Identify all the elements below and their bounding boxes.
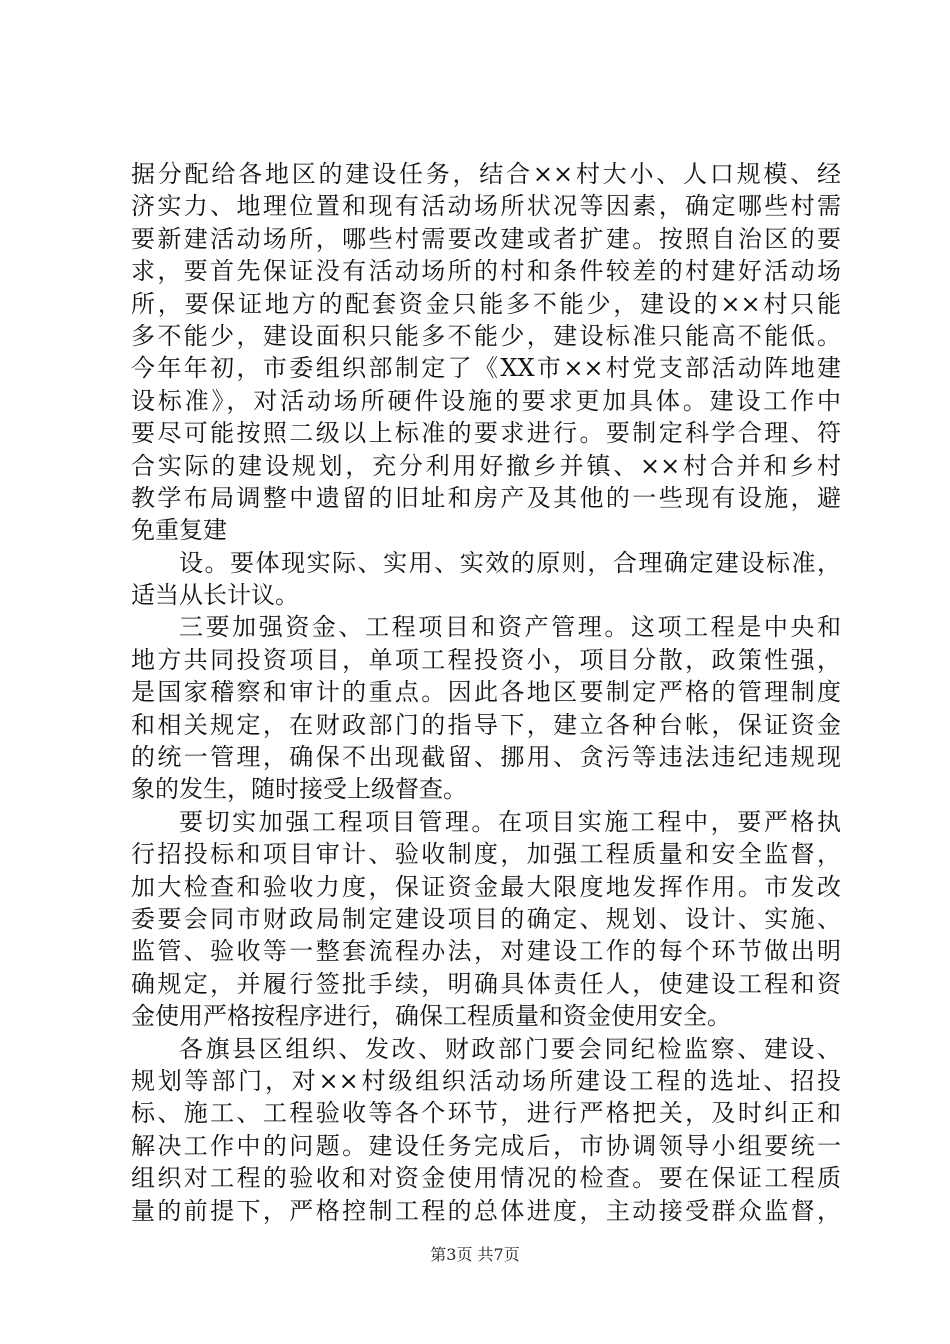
text-line: 求，要首先保证没有活动场所的村和条件较差的村建好活动场	[131, 257, 841, 286]
text-line: 监管、验收等一整套流程办法，对建设工作的每个环节做出明	[131, 937, 841, 966]
text-line: 规划等部门，对××村级组织活动场所建设工程的选址、招投	[131, 1066, 841, 1095]
text-line: 行招投标和项目审计、验收制度，加强工程质量和安全监督，	[131, 840, 841, 869]
text-line: 免重复建	[131, 516, 227, 545]
text-line: 和相关规定，在财政部门的指导下，建立各种台帐，保证资金	[131, 710, 841, 739]
text-line: 要切实加强工程项目管理。在项目实施工程中，要严格执	[179, 807, 841, 836]
text-line: 据分配给各地区的建设任务，结合××村大小、人口规模、经	[131, 160, 841, 188]
text-line: 地方共同投资项目，单项工程投资小，项目分散，政策性强，	[131, 645, 841, 674]
text-line: 要新建活动场所，哪些村需要改建或者扩建。按照自治区的要	[131, 224, 841, 253]
text-line: 标、施工、工程验收等各个环节，进行严格把关，及时纠正和	[131, 1099, 841, 1128]
text-line: 三要加强资金、工程项目和资产管理。这项工程是中央和	[179, 613, 841, 642]
text-line: 设。要体现实际、实用、实效的原则，合理确定建设标准，	[179, 548, 841, 577]
text-line: 组织对工程的验收和对资金使用情况的检查。要在保证工程质	[131, 1164, 841, 1193]
text-line: 的统一管理，确保不出现截留、挪用、贪污等违法违纪违规现	[131, 743, 841, 772]
text-line: 设标准》，对活动场所硬件设施的要求更加具体。建设工作中	[131, 386, 841, 415]
text-line: 多不能少，建设面积只能多不能少，建设标准只能高不能低。	[131, 321, 841, 350]
text-line: 象的发生，随时接受上级督查。	[131, 775, 467, 804]
text-line: 量的前提下，严格控制工程的总体进度，主动接受群众监督，	[131, 1196, 841, 1225]
text-line: 确规定，并履行签批手续，明确具体责任人，使建设工程和资	[131, 969, 841, 998]
text-line: 是国家稽察和审计的重点。因此各地区要制定严格的管理制度	[131, 678, 841, 707]
text-line: 要尽可能按照二级以上标准的要求进行。要制定科学合理、符	[131, 419, 841, 448]
text-line: 金使用严格按程序进行，确保工程质量和资金使用安全。	[131, 1002, 731, 1031]
text-line: 加大检查和验收力度，保证资金最大限度地发挥作用。市发改	[131, 872, 841, 901]
text-line: 适当从长计议。	[131, 581, 299, 610]
text-line: 教学布局调整中遗留的旧址和房产及其他的一些现有设施，避	[131, 483, 841, 512]
text-line: 所，要保证地方的配套资金只能多不能少，建设的××村只能	[131, 289, 841, 318]
text-line: 今年年初，市委组织部制定了《XX市××村党支部活动阵地建	[131, 354, 841, 383]
text-line: 济实力、地理位置和现有活动场所状况等因素，确定哪些村需	[131, 192, 841, 221]
page-number-footer: 第3页 共7页	[430, 1245, 520, 1264]
text-line: 委要会同市财政局制定建设项目的确定、规划、设计、实施、	[131, 904, 841, 933]
text-line: 解决工作中的问题。建设任务完成后，市协调领导小组要统一	[131, 1131, 841, 1160]
text-line: 合实际的建设规划，充分利用好撤乡并镇、××村合并和乡村	[131, 451, 841, 480]
text-line: 各旗县区组织、发改、财政部门要会同纪检监察、建设、	[179, 1034, 841, 1063]
body-text	[131, 158, 841, 1227]
